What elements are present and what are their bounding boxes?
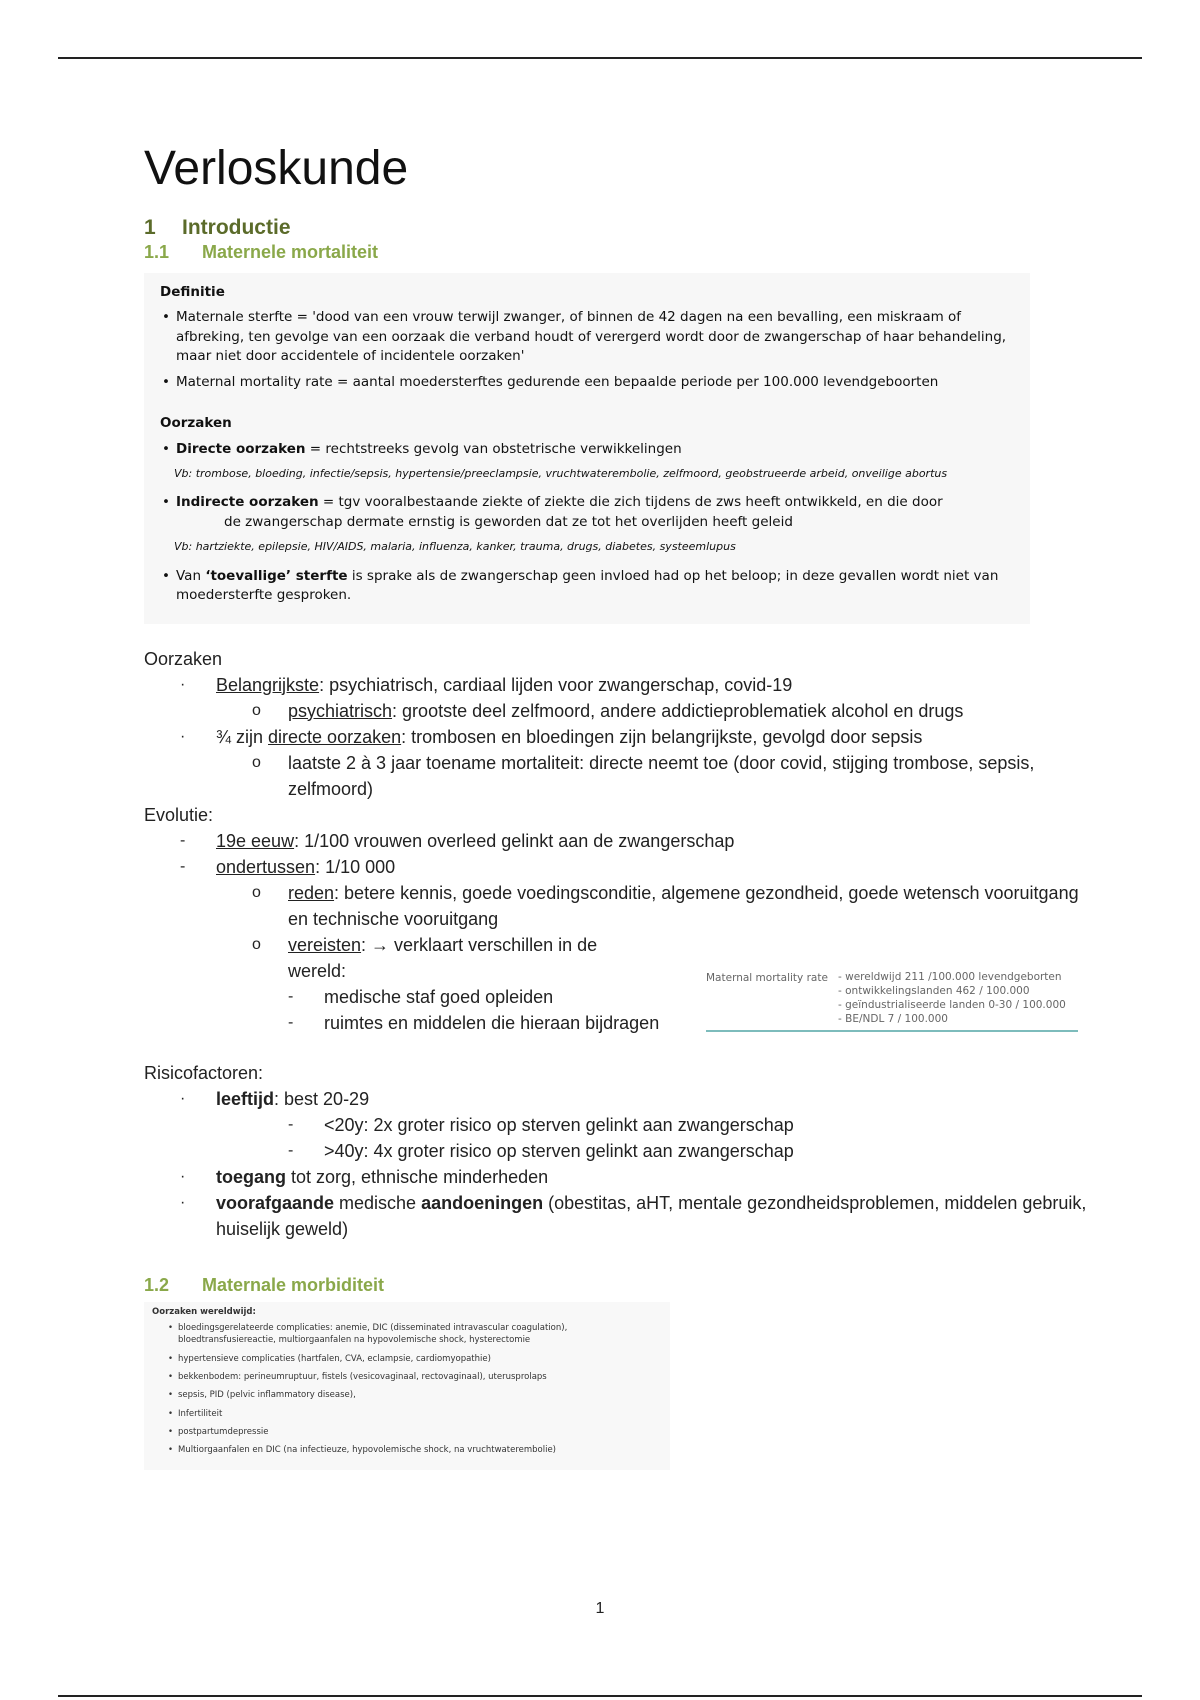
notes-heading-evolutie: Evolutie: [144,804,214,825]
mortality-rate-line: - BE/NDL 7 / 100.000 [838,1013,948,1025]
item-text: ¾ zijn [216,726,269,747]
slide-heading-oorzaken: Oorzaken [160,415,232,432]
underlined-term: ondertussen [216,856,316,877]
heading-section-1-1 [144,242,1094,263]
item-text: ruimtes en middelen die hieraan bijdragen [324,1012,660,1033]
document-title: Verloskunde [144,142,409,195]
item-text: wereld: [288,960,347,981]
section-title: Introductie [182,215,291,239]
list-item: o vereisten: → verklaart verschillen in de wereld: [252,934,598,981]
item-text: : psychiatrisch, cardiaal lijden voor zwangerschap, covid-19 [319,674,793,695]
item-text: : 1/10 000 [315,856,396,877]
list-item: - ondertussen: 1/10 000 [180,856,396,877]
example-direct: Vb: trombose, bloeding, infectie/sepsis, hypertensie/preeclampsie, vruchtwaterembolie, zelfmoord, geobstrueerde arbeid, onveilige abortus [174,466,948,480]
list-item: - <20y: 2x groter risico op sterven gelinkt aan zwangerschap [288,1114,794,1135]
morbidity-slide [144,1302,670,1471]
list-item: · ¾ zijn directe oorzaken: trombosen en bloedingen zijn belangrijkste, gevolgd door sepsis [180,726,923,747]
mortality-rate-label: Maternal mortality rate [706,972,828,984]
cause-text: is sprake als de zwangerschap geen invloed had op het beloop; in deze gevallen wordt niet van moedersterfte gesproken. [176,567,999,604]
list-item: - 19e eeuw: 1/100 vrouwen overleed gelinkt aan de zwangerschap [180,830,735,851]
list-item: • Infertiliteit [168,1408,662,1420]
notes-body [144,646,1094,1471]
bold-term: leeftijd [216,1088,275,1109]
section-number: 1.1 [144,241,170,262]
definition-list [160,308,1020,392]
notes-heading-oorzaken: Oorzaken [144,648,223,669]
example-indirect: Vb: hartziekte, epilepsie, HIV/AIDS, malaria, influenza, kanker, trauma, drugs, diabetes, systeemlupus [174,539,736,553]
cause-item-indirect [160,493,1020,532]
heading-section-1 [144,216,1094,240]
top-rule [58,57,1142,59]
list-item: o laatste 2 à 3 jaar toename mortaliteit: directe neemt toe (door covid, stijging trombose, sepsis, zelfmoord) [252,752,1035,799]
causes-list-3 [160,567,1020,606]
cause-term: Indirecte oorzaken [176,494,319,511]
underlined-term: Belangrijkste [216,674,320,695]
list-item: · voorafgaande medische aandoeningen (obestitas, aHT, mentale gezondheidsproblemen, middelen gebruik, huiselijk geweld) [180,1192,1087,1239]
mortality-rate-box [706,970,1078,1032]
underlined-term: directe oorzaken [268,726,402,747]
page-number: 1 [595,1600,605,1617]
definition-slide [144,273,1030,624]
item-text: medische staf goed opleiden [324,986,554,1007]
list-item: o reden: betere kennis, goede voedingsconditie, algemene gezondheid, goede wetensch vooruitgang en technische vooruitgang [252,882,1079,929]
section-title: Maternele mortaliteit [202,241,379,262]
list-item: - medische staf goed opleiden [288,986,554,1007]
list-item: • Multiorgaanfalen en DIC (na infectieuze, hypovolemische shock, na vruchtwaterembolie) [168,1444,662,1456]
list-item: • sepsis, PID (pelvic inflammatory disease), [168,1389,662,1401]
section-number: 1.2 [144,1274,170,1295]
slide-heading: Oorzaken wereldwijd: [152,1306,256,1317]
definition-item: • Maternale sterfte = 'dood van een vrouw terwijl zwanger, of binnen de 42 dagen na een bevalling, een miskraam of afbreking, ten gevolge van een oorzaak die verband houdt of verergerd wordt door de zwangerschap of haar behandeling, maar niet door accidentele of incidentele oorzaken' [160,308,1020,367]
cause-term: Directe oorzaken [176,440,306,457]
list-item: - ruimtes en middelen die hieraan bijdragen [288,1012,660,1033]
item-text: <20y: 2x groter risico op sterven gelinkt aan zwangerschap [324,1114,794,1135]
list-item: · Belangrijkste: psychiatrisch, cardiaal lijden voor zwangerschap, covid-19 [180,674,793,695]
cause-item-chance [160,567,1020,606]
item-text: : trombosen en bloedingen zijn belangrijkste, gevolgd door sepsis [401,726,923,747]
item-text: medische [334,1192,422,1213]
cause-text: = rechtstreeks gevolg van obstetrische verwikkelingen [305,440,682,457]
item-text: : grootste deel zelfmoord, andere addictieproblematiek alcohol en drugs [392,700,964,721]
bold-term: voorafgaande [216,1192,335,1213]
causes-list-2 [160,493,1020,532]
mortality-rate-line: - wereldwijd 211 /100.000 levendgeborten [838,971,1062,983]
item-text: laatste 2 à 3 jaar toename mortaliteit: directe neemt toe (door covid, stijging trombose, sepsis, zelfmoord) [288,752,1035,799]
item-text: : best 20-29 [274,1088,370,1109]
item-text: >40y: 4x groter risico op sterven gelinkt aan zwangerschap [324,1140,794,1161]
bold-term: aandoeningen [421,1192,544,1213]
item-text: : betere kennis, goede voedingsconditie, algemene gezondheid, goede wetensch vooruitgang en technische vooruitgang [288,882,1079,929]
cause-text: Van [176,567,206,584]
cause-text-cont: de zwangerschap dermate ernstig is geworden dat ze tot het overlijden heeft geleid [224,514,793,531]
cause-text: = tgv vooralbestaande ziekte of ziekte die zich tijdens de zws heeft ontwikkeld, en die door [318,494,943,511]
list-item: • hypertensieve complicaties (hartfalen, CVA, eclampsie, cardiomyopathie) [168,1353,662,1365]
item-text: (obestitas, aHT, mentale gezondheidsproblemen, middelen gebruik, huiselijk geweld) [216,1192,1087,1239]
mortality-rate-lines [838,970,1078,1026]
underlined-term: reden [288,882,335,903]
list-item: · toegang tot zorg, ethnische minderheden [180,1166,549,1187]
heading-section-1-2 [144,1272,1094,1298]
list-item: o psychiatrisch: grootste deel zelfmoord, andere addictieproblematiek alcohol en drugs [252,700,964,721]
causes-list [160,440,1020,460]
bottom-rule [58,1695,1142,1697]
slide-heading-definitie: Definitie [160,283,225,300]
section-title: Maternale morbiditeit [202,1274,385,1295]
notes-heading-risicofactoren: Risicofactoren: [144,1062,264,1083]
underlined-term: 19e eeuw [216,830,295,851]
bold-term: toegang [216,1166,286,1187]
mortality-rate-line: - geïndustrialiseerde landen 0-30 / 100.000 [838,999,1066,1011]
definition-item: • Maternal mortality rate = aantal moedersterftes gedurende een bepaalde periode per 100.000 levendgeboorten [160,373,1020,393]
list-item: • bekkenbodem: perineumruptuur, fistels (vesicovaginaal, rectovaginaal), uterusprolaps [168,1371,662,1383]
underlined-term: vereisten [288,934,362,955]
item-text: : → verklaart verschillen in de [361,934,598,955]
cause-term: ‘toevallige’ sterfte [205,567,348,584]
morbidity-list [152,1322,662,1457]
page-content [144,140,1094,1470]
underlined-term: psychiatrisch [288,700,393,721]
list-item: · leeftijd: best 20-29 [180,1088,370,1109]
section-number: 1 [144,215,156,239]
mortality-rate-line: - ontwikkelingslanden 462 / 100.000 [838,985,1030,997]
list-item: - >40y: 4x groter risico op sterven gelinkt aan zwangerschap [288,1140,794,1161]
item-text: : 1/100 vrouwen overleed gelinkt aan de zwangerschap [294,830,735,851]
item-text: tot zorg, ethnische minderheden [286,1166,549,1187]
list-item: • postpartumdepressie [168,1426,662,1438]
list-item: • bloedingsgerelateerde complicaties: anemie, DIC (disseminated intravascular coagulation), bloedtransfusiereactie, multiorgaanfalen na hypovolemische shock, hysterectomie [168,1322,662,1347]
cause-item-direct [160,440,1020,460]
